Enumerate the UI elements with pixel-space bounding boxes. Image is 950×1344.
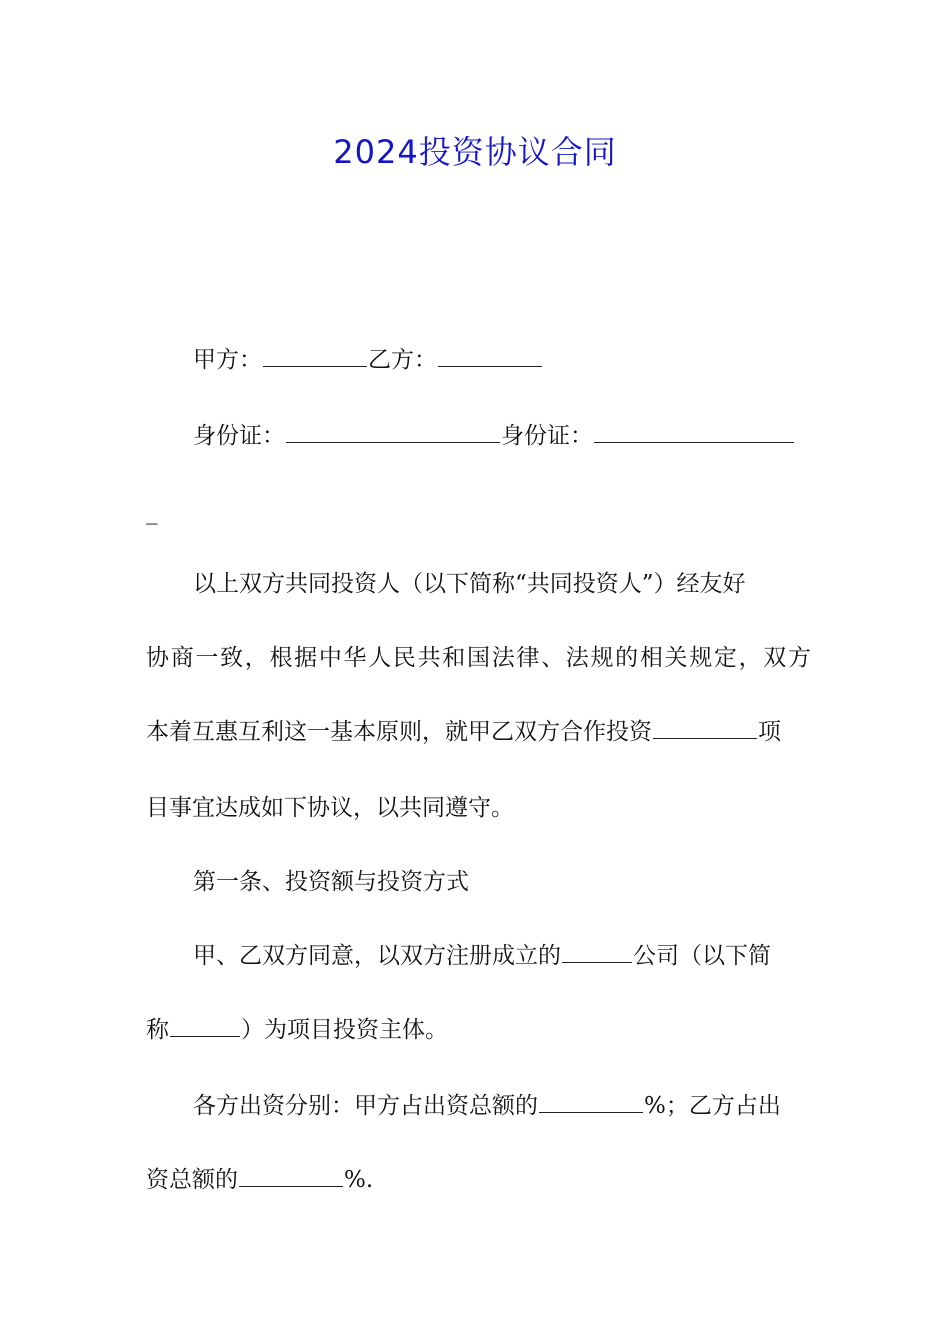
para2-line1 <box>146 938 858 974</box>
para3-line2-tail: %. <box>344 1167 374 1193</box>
para3-line2-text: 资总额的 <box>146 1167 238 1193</box>
party-b-share-blank[interactable] <box>239 1166 343 1187</box>
para1-line2: 协商一致，根据中华人民共和国法律、法规的相关规定，双方 <box>146 645 811 671</box>
party-b-id-label: 身份证： <box>501 423 593 449</box>
para2-line2-tail: ）为项目投资主体。 <box>241 1017 448 1043</box>
party-b-id-blank[interactable] <box>594 422 794 443</box>
party-b-label: 乙方： <box>368 347 437 373</box>
company-name-blank[interactable] <box>562 942 632 963</box>
party-a-id-label: 身份证： <box>193 423 285 449</box>
para3-line1-text: 各方出资分别：甲方占出资总额的 <box>193 1093 538 1119</box>
company-short-name-blank[interactable] <box>170 1016 240 1037</box>
para1-line1: 以上双方共同投资人（以下简称“共同投资人”）经友好 <box>193 571 746 597</box>
document-title: 2024投资协议合同 <box>333 133 617 171</box>
party-a-id-blank[interactable] <box>286 422 500 443</box>
para2-line2 <box>146 1012 811 1048</box>
party-b-name-blank[interactable] <box>438 346 542 367</box>
party-a-label: 甲方： <box>193 347 262 373</box>
para1-line3 <box>146 714 811 750</box>
para1-line3-tail: 项 <box>758 719 781 745</box>
para3-line1 <box>146 1088 858 1124</box>
para3-line1-tail: %；乙方占出 <box>644 1093 781 1119</box>
para3-line2 <box>146 1162 811 1198</box>
id-card-line <box>146 418 858 454</box>
para1-line4: 目事宜达成如下协议，以共同遵守。 <box>146 795 514 821</box>
party-names-line <box>146 342 858 378</box>
party-a-name-blank[interactable] <box>263 346 367 367</box>
para2-line1-tail: 公司（以下简 <box>633 943 771 969</box>
party-a-share-blank[interactable] <box>539 1092 643 1113</box>
para2-line2-text: 称 <box>146 1017 169 1043</box>
para2-line1-text: 甲、乙双方同意，以双方注册成立的 <box>193 943 561 969</box>
article1-heading: 第一条、投资额与投资方式 <box>193 869 469 895</box>
id-card-line-wrap: _ <box>146 499 158 525</box>
project-name-blank[interactable] <box>653 718 757 739</box>
para1-line3-text: 本着互惠互利这一基本原则，就甲乙双方合作投资 <box>146 719 652 745</box>
